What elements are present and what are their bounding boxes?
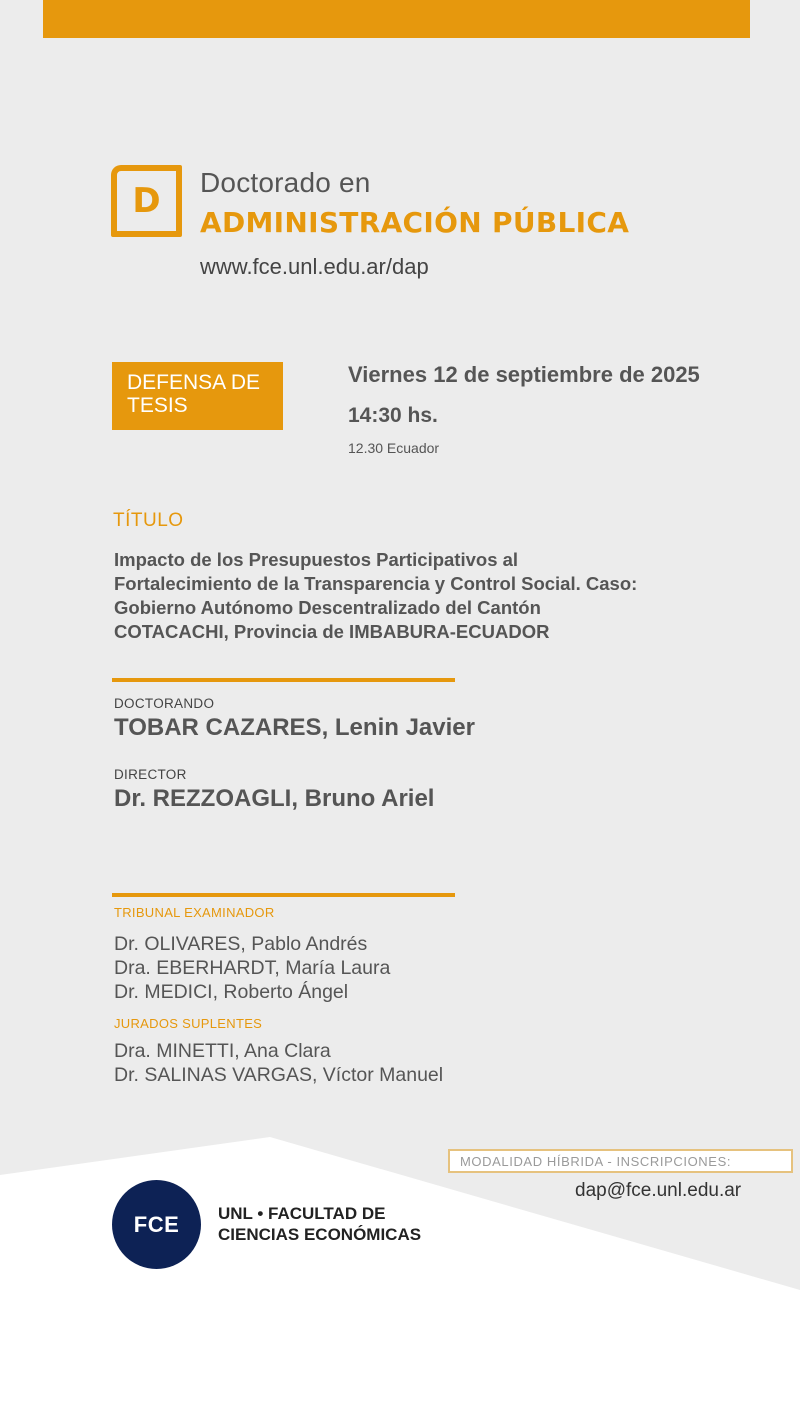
program-name-line1: Doctorado en [200,167,371,198]
modalidad-box: MODALIDAD HÍBRIDA - INSCRIPCIONES: [448,1149,793,1173]
doctorando-name: TOBAR CAZARES, Lenin Javier [114,714,475,741]
divider [112,678,455,682]
director-name: Dr. REZZOAGLI, Bruno Ariel [114,785,435,812]
thesis-title-line: Fortalecimiento de la Transparencia y Control Social. Caso: [114,573,638,594]
thesis-title-line: Impacto de los Presupuestos Participativos al [114,549,519,570]
contact-email[interactable]: dap@fce.unl.edu.ar [575,1180,742,1201]
director-label: DIRECTOR [114,767,187,782]
program-url[interactable]: www.fce.unl.edu.ar/dap [200,254,429,279]
suplentes-label: JURADOS SUPLENTES [114,1016,263,1031]
suplente-member: Dr. SALINAS VARGAS, Víctor Manuel [114,1064,444,1086]
timezone-note: 12.30 Ecuador [348,440,440,456]
suplentes-list [114,1039,443,1087]
divider [112,893,455,897]
thesis-title-line: COTACACHI, Provincia de IMBABURA-ECUADOR [114,621,550,642]
defensa-badge: DEFENSA DE TESIS [112,362,283,430]
event-time: 14:30 hs. [348,404,438,427]
faculty-name-line1: UNL • FACULTAD DE [218,1204,386,1223]
thesis-title [114,548,734,644]
tribunal-member: Dra. EBERHARDT, María Laura [114,957,391,979]
tribunal-list [114,932,390,1004]
fce-logo-icon: FCE [112,1180,201,1269]
suplente-member: Dra. MINETTI, Ana Clara [114,1040,331,1062]
faculty-name-line2: CIENCIAS ECONÓMICAS [218,1225,422,1244]
program-name-line2: ADMINISTRACIÓN PÚBLICA [200,206,630,239]
tribunal-member: Dr. MEDICI, Roberto Ángel [114,981,349,1003]
thesis-title-line: Gobierno Autónomo Descentralizado del Cantón [114,597,541,618]
top-accent-bar [43,0,750,38]
tribunal-member: Dr. OLIVARES, Pablo Andrés [114,933,368,955]
title-label: TÍTULO [113,510,184,531]
doctorando-label: DOCTORANDO [114,696,215,711]
program-logo-icon [111,165,182,237]
tribunal-label: TRIBUNAL EXAMINADOR [114,905,275,920]
event-date: Viernes 12 de septiembre de 2025 [348,362,700,387]
logo-letter: D [132,181,161,221]
